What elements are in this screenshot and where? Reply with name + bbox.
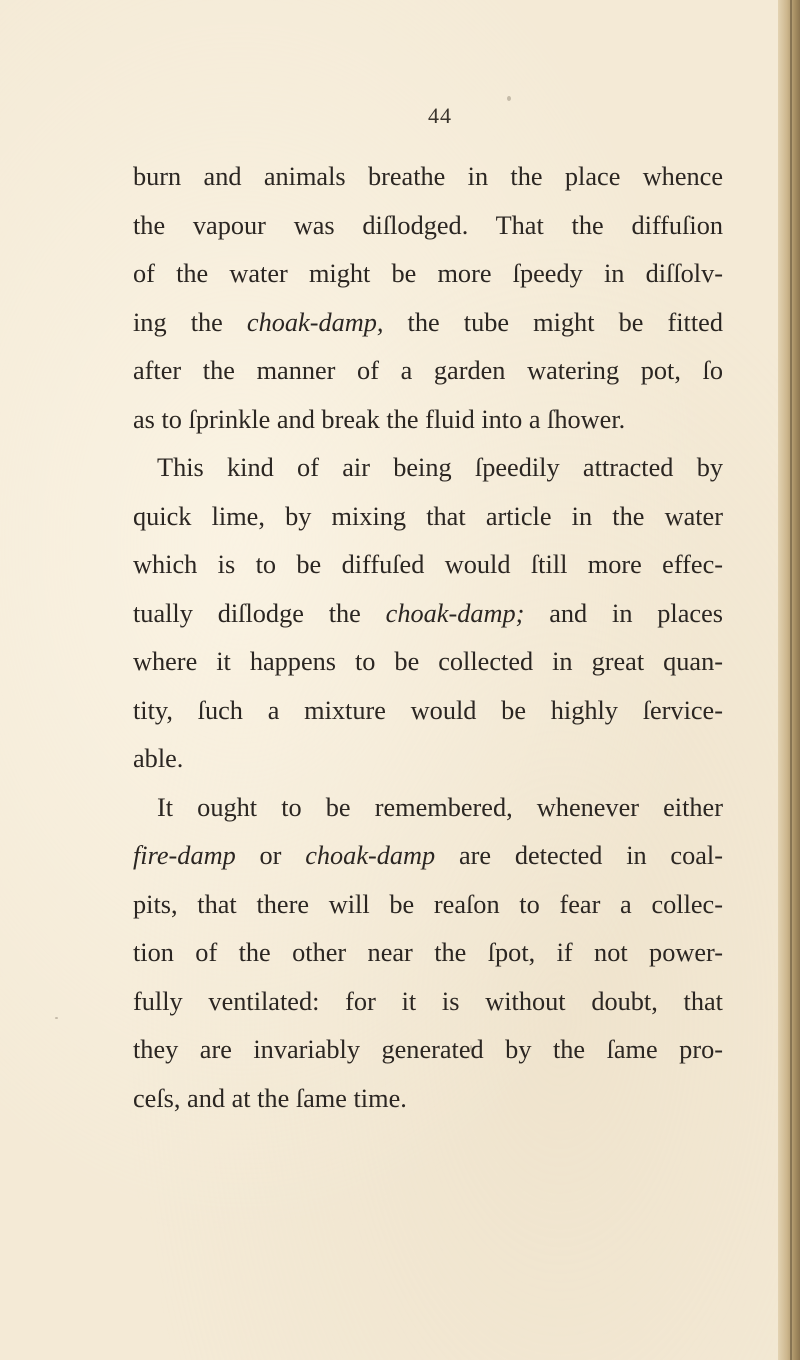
italic-term: choak-damp, — [246, 307, 384, 337]
text-line — [133, 784, 723, 833]
text-line — [133, 978, 723, 1027]
italic-term: choak-damp — [305, 841, 436, 870]
text-line — [133, 493, 723, 542]
page-edge-shadow — [778, 0, 800, 1360]
text-line — [133, 832, 723, 881]
text-run: ceſs, and at the ſame time. — [133, 1083, 407, 1113]
text-run: able. — [133, 744, 184, 773]
text-run: where it happens to be collected in great quan- — [133, 647, 723, 676]
italic-term: fire-damp — [133, 841, 236, 870]
page-number: 44 — [428, 103, 452, 128]
text-run: of the water might be more ſpeedy in diſſolv- — [133, 259, 723, 288]
text-line — [133, 541, 723, 590]
text-line — [133, 202, 723, 251]
text-line — [133, 396, 723, 445]
text-run: tity, ſuch a mixture would be highly ſervice- — [133, 695, 723, 725]
text-run: and in places — [524, 598, 723, 628]
paper-speck — [507, 96, 511, 101]
text-run: It ought to be remembered, whenever either — [157, 792, 723, 822]
text-run: as to ſprinkle and break the fluid into a ſhower. — [133, 404, 626, 434]
text-run: burn and animals breathe in the place whence — [133, 162, 723, 191]
text-run: they are invariably generated by the ſame pro- — [133, 1035, 723, 1064]
text-run: after the manner of a garden watering pot, ſo — [133, 356, 723, 385]
text-run: are detected in coal- — [435, 841, 723, 870]
text-run: tion of the other near the ſpot, if not power- — [133, 938, 723, 967]
text-line — [133, 638, 723, 687]
text-line — [133, 1075, 723, 1124]
text-run: tually diſlodge the — [133, 598, 386, 628]
text-line — [133, 250, 723, 299]
text-line — [133, 153, 723, 202]
page-gutter-line — [790, 0, 792, 1360]
text-run: ing the — [133, 307, 247, 337]
text-run: fully ventilated: for it is without doubt, that — [133, 986, 723, 1016]
body-text — [133, 153, 723, 1123]
text-run: the tube might be fitted — [383, 307, 723, 337]
paper-speck — [55, 1017, 58, 1019]
text-run: pits, that there will be reaſon to fear a collec- — [133, 889, 723, 919]
text-run: which is to be diffuſed would ſtill more effec- — [133, 550, 723, 579]
text-run: or — [235, 841, 306, 870]
text-run: This kind of air being ſpeedily attracted by — [157, 453, 723, 482]
text-line — [133, 929, 723, 978]
text-line — [133, 590, 723, 639]
text-line — [133, 687, 723, 736]
text-line — [133, 1026, 723, 1075]
text-line — [133, 444, 723, 493]
text-run: the vapour was diſlodged. That the diffuſion — [133, 210, 723, 240]
text-line — [133, 735, 723, 784]
text-line — [133, 347, 723, 396]
text-line — [133, 881, 723, 930]
italic-term: choak-damp; — [385, 598, 525, 628]
paper-speck — [470, 1045, 472, 1051]
text-run: quick lime, by mixing that article in the water — [133, 501, 723, 531]
text-line — [133, 299, 723, 348]
